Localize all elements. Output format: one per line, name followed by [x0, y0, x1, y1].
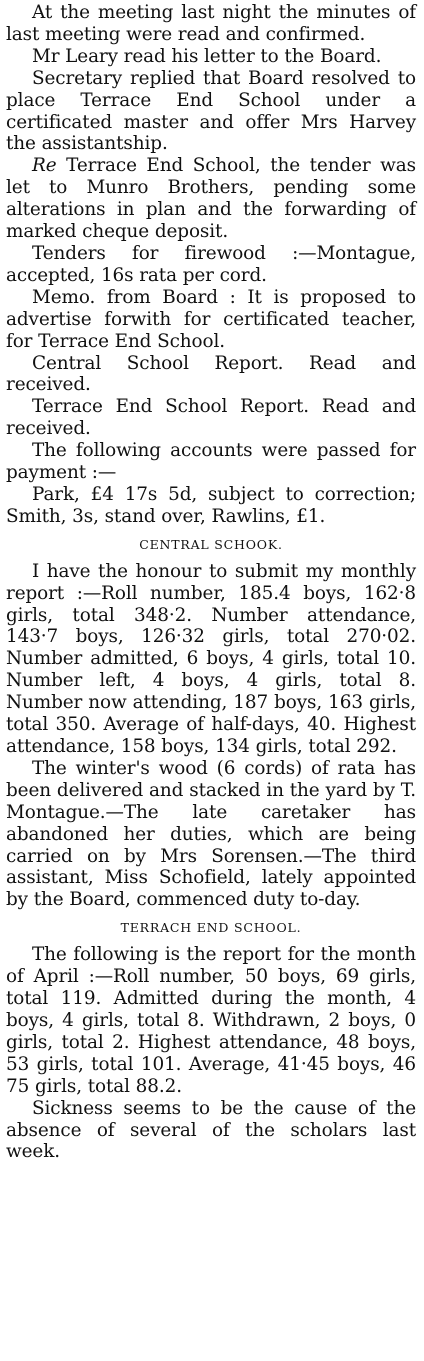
firewood-paragraph: Tenders for firewood :—Montague, accepted, 16s rata per cord. [6, 242, 416, 286]
meeting-minutes-paragraph: At the meeting last night the minutes of last meeting were read and confirmed. [6, 2, 416, 45]
central-wood-paragraph: The winter's wood (6 cords) of rata has been delivered and stacked in the yard by T. Montague.—The late caretaker has abandoned her duties, which are being carried on by Mrs Sorensen.—The third assistant, Miss Schofield, lately appointed by the Board, commenced duty to-day. [6, 757, 416, 911]
re-word: Re [32, 155, 57, 177]
accounts-paragraph: The following accounts were passed for payment :— [6, 440, 416, 484]
newspaper-column [6, 2, 416, 1163]
memo-paragraph: Memo. from Board : It is proposed to advertise forwith for certificated teacher, for Terrace End School. [6, 286, 416, 352]
secretary-reply-paragraph: Secretary replied that Board resolved to place Terrace End School under a certificated master and offer Mrs Harvey the assistantship. [6, 67, 416, 155]
leary-letter-paragraph: Mr Leary read his letter to the Board. [32, 45, 382, 67]
central-school-heading: CENTRAL SCHOOK. [139, 536, 283, 552]
sickness-paragraph: Sickness seems to be the cause of the absence of several of the scholars last week. [6, 1097, 416, 1163]
central-report-body: I have the honour to submit my monthly report :—Roll number, 185.4 boys, 162·8 girls, total 348·2. Number attendance, 143·7 boys, 126·32 girls, total 270·02. Number admitted, 6 boys, 4 girls, total 10. Number left, 4 boys, 4 girls, total 8. Number now attending, 187 boys, 163 girls, total 350. Average of half-days, 40. Highest attendance, 158 boys, 134 girls, total 292. [6, 560, 416, 757]
terrace-report-paragraph: Terrace End School Report. Read and received. [6, 396, 416, 440]
accounts-list-paragraph: Park, £4 17s 5d, subject to correction; Smith, 3s, stand over, Rawlins, £1. [6, 483, 416, 527]
terrace-end-school-heading: TERRACH END SCHOOL. [120, 920, 302, 936]
tender-paragraph [6, 155, 416, 243]
tender-text: Terrace End School, the tender was let to Munro Brothers, pending some alterations in plan and the forwarding of marked cheque deposit. [6, 155, 416, 243]
central-report-paragraph: Central School Report. Read and received. [6, 352, 416, 396]
terrace-report-body: The following is the report for the month of April :—Roll number, 50 boys, 69 girls, total 119. Admitted during the month, 4 boys, 4 girls, total 8. Withdrawn, 2 boys, 0 girls, total 2. Highest attendance, 48 boys, 53 girls, total 101. Average, 41·45 boys, 46 75 girls, total 88.2. [6, 944, 416, 1097]
